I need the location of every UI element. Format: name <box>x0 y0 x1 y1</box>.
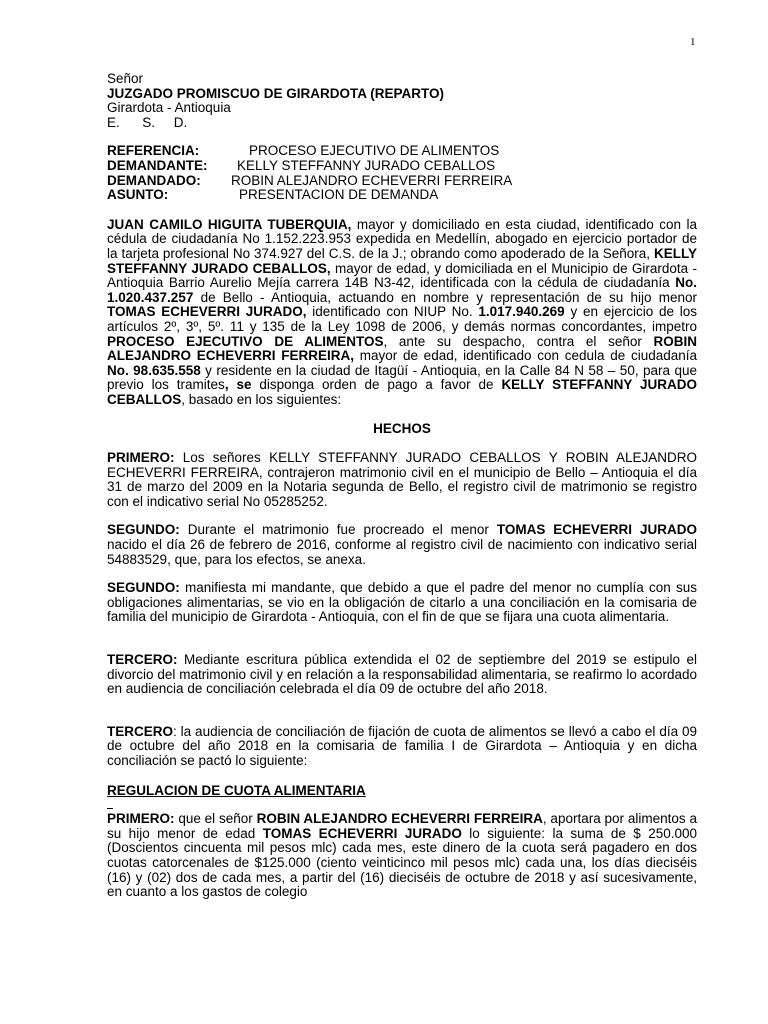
defendant-id: No. 98.635.558 <box>107 362 201 378</box>
intro-text: , ante su despacho, contra el señor <box>383 333 654 349</box>
fact-label: PRIMERO: <box>107 450 175 466</box>
intro-text: de Bello - Antioquia, actuando en nombre y representación de su hijo menor <box>193 289 697 305</box>
fact-text: : la audiencia de conciliación de fijación de cuota de alimentos se llevó a cabo el día 09 de octubre del año 2018 en la comisaria de familia I de Girardota – Antioquia y en dicha conciliación se pactó lo siguiente: <box>107 723 697 768</box>
process-name: PROCESO EJECUTIVO DE ALIMENTOS <box>107 333 384 349</box>
subject-label: ASUNTO: <box>107 187 169 203</box>
document-body <box>107 72 697 900</box>
intro-text: y residente en la ciudad de Itagüí - Antioquia, en la Calle 84 N 58 – 50, para que previo los tramites <box>107 362 697 393</box>
intro-text: mayor y domiciliado en esta ciudad, identificado con la cédula de ciudadanía No 1.152.223.953 expedida en Medellín, abogado en ejercicio portador de la tarjeta profesional No 374.927 del C.S. de la J.; obrando como apoderado de la Señora, <box>107 216 697 261</box>
intro-paragraph <box>107 218 697 408</box>
fact-text: nacido el día 26 de febrero de 2016, conforme al registro civil de nacimiento con indicativo serial 54883529, que, para los efectos, se anexa. <box>107 537 697 567</box>
regulacion-heading: REGULACION DE CUOTA ALIMENTARIA <box>107 782 366 798</box>
fact-text: Durante el matrimonio fue procreado el menor <box>179 522 497 538</box>
fact-text: Mediante escritura pública extendida el 02 de septiembre del 2019 se estipulo el divorcio del matrimonio civil y en relación a la responsabilidad alimentaria, se reafirmo lo acordado en audiencia de conciliación celebrada el día 09 de octubre del año 2018. <box>107 652 697 697</box>
reference-label: REFERENCIA: <box>107 143 200 159</box>
fact-text: lo siguiente: la suma de $ 250.000 (Doscientos cincuenta mil pesos mlc) cada mes, este dinero de la cuota será pagadero en dos cuotas catorcenales de $125.000 (ciento veinticinco mil pesos mlc) cada una, los días dieciséis (16) y (02) dos de cada mes, a partir del (16) dieciséis de octubre de 2018 y así sucesivamente, en cuanto a los gastos de colegio <box>107 825 698 900</box>
court-location: Girardota - Antioquia <box>107 100 231 116</box>
fact-label: PRIMERO: <box>107 811 175 827</box>
intro-text: mayor de edad, y domiciliada en el Municipio de Girardota - Antioquia Barrio Aurelio Mejía carrera 14B N3-42, identificada con la cédula de ciudadanía <box>107 260 697 291</box>
fact-segundo-b <box>107 581 697 625</box>
addressee-block <box>107 72 697 130</box>
fact-text: manifiesta mi mandante, que debido a que el padre del menor no cumplía con sus obligaciones alimentarias, se vio en la obligación de citarlo a una conciliación en la comisaria de familia del municipio de Girardota - Antioquia, con el fin de que se fijara una cuota alimentaria. <box>107 580 697 625</box>
minor-name: TOMAS ECHEVERRI JURADO <box>262 825 462 841</box>
court-name: JUZGADO PROMISCUO DE GIRARDOTA (REPARTO) <box>107 85 445 101</box>
intro-text: disponga orden de pago a favor de <box>251 377 502 393</box>
hechos-heading: HECHOS <box>373 421 431 437</box>
minor-id: 1.017.940.269 <box>478 304 565 320</box>
fact-primero <box>107 451 697 509</box>
fact-text: que el señor <box>174 811 257 827</box>
page-number: 1 <box>690 36 696 48</box>
fact-text: Los señores KELLY STEFFANNY JURADO CEBALLOS Y ROBIN ALEJANDRO ECHEVERRI FERREIRA, contrajeron matrimonio civil en el municipio de Bello – Antioquia el día 31 de marzo del 2009 en la Notaria segunda de Bello, el registro civil de matrimonio se registro con el indicativo serial No 05285252. <box>107 450 697 509</box>
client-name: KELLY STEFFANNY JURADO CEBALLOS, <box>107 245 697 276</box>
plaintiff-label: DEMANDANTE: <box>107 157 208 173</box>
fact-tercero-b <box>107 725 697 769</box>
defendant-name: ROBIN ALEJANDRO ECHEVERRI FERREIRA <box>256 811 543 827</box>
fact-label: TERCERO: <box>107 652 178 667</box>
fact-label: SEGUNDO: <box>107 522 180 538</box>
intro-text: , se <box>224 377 252 393</box>
reference-block <box>107 144 697 202</box>
fact-tercero <box>107 653 697 697</box>
fact-label: SEGUNDO: <box>107 580 180 596</box>
subject-row <box>107 188 697 203</box>
fact-segundo <box>107 523 697 567</box>
defendant-label: DEMANDADO: <box>107 172 201 188</box>
fact-text: , aportara por alimentos a su hijo menor de edad <box>107 811 697 841</box>
esd-line: E. S. D. <box>107 114 188 130</box>
attorney-name: JUAN CAMILO HIGUITA TUBERQUIA, <box>107 216 352 232</box>
fact-label: TERCERO <box>107 723 174 739</box>
intro-text: mayor de edad, identificado con cedula de ciudadanía <box>353 348 698 364</box>
plaintiff-value: KELLY STEFFANNY JURADO CEBALLOS <box>237 157 496 173</box>
reference-value: PROCESO EJECUTIVO DE ALIMENTOS <box>249 143 500 159</box>
subject-value: PRESENTACION DE DEMANDA <box>239 187 439 203</box>
intro-text: y en ejercicio de los artículos 2º, 3º, 5º. 11 y 135 de la Ley 1098 de 2006, y demás normas concordantes, impetro <box>107 304 698 334</box>
defendant-row <box>107 174 697 189</box>
reference-row <box>107 144 697 159</box>
minor-name: TOMAS ECHEVERRI JURADO, <box>107 304 307 320</box>
defendant-value: ROBIN ALEJANDRO ECHEVERRI FERREIRA <box>231 172 513 188</box>
client-id: No. 1.020.437.257 <box>107 275 697 305</box>
client-name: KELLY STEFFANNY JURADO CEBALLOS <box>107 377 697 407</box>
underscore-mark <box>107 798 113 809</box>
intro-text: , basado en los siguientes: <box>181 391 342 407</box>
defendant-name: ROBIN ALEJANDRO ECHEVERRI FERREIRA, <box>107 333 697 364</box>
plaintiff-row <box>107 159 697 174</box>
intro-text: identificado con NIUP No. <box>306 304 479 320</box>
salutation: Señor <box>107 71 144 86</box>
regulacion-primero <box>107 812 697 900</box>
minor-name: TOMAS ECHEVERRI JURADO <box>496 522 697 538</box>
